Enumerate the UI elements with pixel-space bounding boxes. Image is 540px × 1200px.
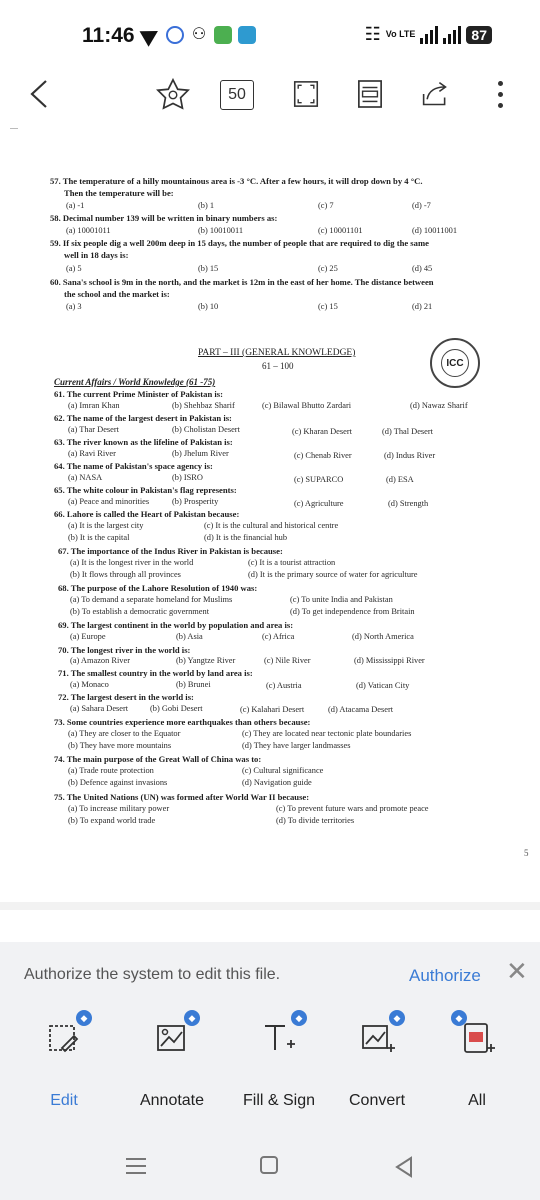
question-line: 61. The current Prime Minister of Pakistan is: [54, 389, 223, 399]
question-line: 73. Some countries experience more earthquakes than others because: [54, 717, 311, 727]
logo-text: ICC [441, 349, 469, 377]
premium-badge-icon: ◆ [451, 1010, 467, 1026]
recent-apps-icon[interactable] [126, 1158, 146, 1179]
option: (a) Monaco [70, 680, 109, 689]
tool-label: Annotate [139, 1092, 205, 1109]
option: (a) Imran Khan [68, 401, 120, 410]
option: (d) Thal Desert [382, 427, 434, 436]
option: (d) It is the primary source of water for agriculture [248, 570, 418, 579]
option: (b) It is the capital [68, 533, 130, 542]
option: (c) It is a tourist attraction [248, 558, 336, 567]
option: (b) Cholistan Desert [172, 425, 240, 434]
option: (a) Ravi River [68, 449, 116, 458]
option: (b) To establish a democratic government [70, 607, 210, 616]
option: (a) 5 [66, 264, 82, 273]
question-line: 68. The purpose of the Lahore Resolution of 1940 was: [58, 583, 258, 593]
tool-label: Fill & Sign [242, 1092, 316, 1109]
option: (b) Yangtze River [176, 656, 236, 665]
tool-label: Edit [50, 1092, 78, 1109]
premium-badge-icon: ◆ [291, 1010, 307, 1026]
option: (c) SUPARCO [294, 475, 344, 484]
option: (c) Bilawal Bhutto Zardari [262, 401, 352, 410]
option: (d) They have larger landmasses [242, 741, 351, 750]
wifi-icon: ☷ [364, 24, 381, 44]
tool-fill-sign[interactable] [229, 1004, 329, 1134]
option: (c) Cultural significance [242, 766, 324, 775]
option: (a) It is the longest river in the world [70, 558, 194, 567]
option: (d) North America [352, 632, 414, 641]
question-line: Then the temperature will be: [64, 188, 174, 198]
tool-all[interactable] [427, 1004, 527, 1134]
reader-toolbar [0, 72, 540, 120]
option: (c) 7 [318, 201, 334, 210]
app-green-icon [214, 26, 232, 44]
option: (b) To expand world trade [68, 816, 156, 825]
option: (d) To get independence from Britain [290, 607, 415, 616]
question-line: 74. The main purpose of the Great Wall of China was to: [54, 754, 262, 764]
question-line: 59. If six people dig a well 200m deep in 15 days, the number of people that are required to dig the same [50, 238, 429, 248]
option: (a) -1 [66, 201, 85, 210]
option: (d) -7 [412, 201, 431, 210]
question-line: 69. The largest continent in the world by population and area is: [58, 620, 294, 630]
option: (a) They are closer to the Equator [68, 729, 181, 738]
question-line: 57. The temperature of a hilly mountainous area is -3 °C. After a few hours, it will drop down by 4 °C. [50, 176, 423, 186]
question-line: 62. The name of the largest desert in Pakistan is: [54, 413, 232, 423]
tool-label: All [468, 1092, 486, 1109]
option: (b) It flows through all provinces [70, 570, 181, 579]
option: (a) 10001011 [66, 226, 111, 235]
app-teal-icon [238, 26, 256, 44]
share-icon[interactable] [418, 76, 452, 112]
option: (b) Prosperity [172, 497, 219, 506]
star-badge-icon[interactable] [155, 76, 191, 112]
option: (c) They are located near tectonic plate boundaries [242, 729, 412, 738]
section-title: Current Affairs / World Knowledge (61 -75) [54, 377, 216, 387]
home-icon[interactable] [260, 1156, 278, 1174]
document-page[interactable] [0, 124, 540, 904]
question-line: well in 18 days is: [64, 250, 129, 260]
notification-icons [142, 26, 256, 44]
institute-logo [430, 338, 480, 388]
page-separator [0, 902, 540, 910]
question-line: 75. The United Nations (UN) was formed after World War II because: [54, 792, 310, 802]
status-time: 11:46 [82, 24, 135, 47]
option: (a) To demand a separate homeland for Muslims [70, 595, 233, 604]
navigation-icon [140, 23, 163, 47]
option: (a) Trade route protection [68, 766, 154, 775]
option: (d) Atacama Desert [328, 705, 394, 714]
question-line: 65. The white colour in Pakistan's flag represents: [54, 485, 237, 495]
option: (c) 25 [318, 264, 338, 273]
option: (b) Asia [176, 632, 203, 641]
authorize-message: Authorize the system to edit this file. [24, 966, 281, 983]
option: (c) Africa [262, 632, 295, 641]
option: (b) Brunei [176, 680, 211, 689]
question-line: 66. Lahore is called the Heart of Pakistan because: [54, 509, 240, 519]
option: (a) It is the largest city [68, 521, 144, 530]
option: (a) Sahara Desert [70, 704, 129, 713]
minus-circle-icon [166, 26, 184, 44]
option: (a) To increase military power [68, 804, 170, 813]
question-line: 63. The river known as the lifeline of Pakistan is: [54, 437, 233, 447]
option: (c) Kharan Desert [292, 427, 352, 436]
tool-convert[interactable] [327, 1004, 427, 1134]
option: (b) Shehbaz Sharif [172, 401, 235, 410]
person-icon: ⚇ [191, 26, 207, 43]
option: (d) 45 [412, 264, 433, 273]
option: (a) 3 [66, 302, 82, 311]
question-line: 58. Decimal number 139 will be written in binary numbers as: [50, 213, 278, 223]
premium-badge-icon: ◆ [76, 1010, 92, 1026]
page-number: 5 [524, 848, 529, 858]
option: (a) Europe [70, 632, 106, 641]
option: (b) ISRO [172, 473, 203, 482]
option: (d) Navigation guide [242, 778, 312, 787]
signal-icon-2 [443, 26, 461, 44]
option: (c) Austria [266, 681, 302, 690]
option: (d) Mississippi River [354, 656, 425, 665]
option: (a) Amazon River [70, 656, 130, 665]
option: (d) Nawaz Sharif [410, 401, 468, 410]
option: (b) They have more mountains [68, 741, 172, 750]
option: (c) To prevent future wars and promote peace [276, 804, 429, 813]
option: (a) NASA [68, 473, 103, 482]
fit-screen-icon[interactable] [290, 76, 322, 112]
option: (c) Nile River [264, 656, 311, 665]
option: (b) 10010011 [198, 226, 244, 235]
option: (b) Jhelum River [172, 449, 229, 458]
question-line: 64. The name of Pakistan's space agency is: [54, 461, 213, 471]
tool-edit[interactable] [14, 1004, 114, 1134]
tool-annotate[interactable] [122, 1004, 222, 1134]
question-line: 60. Sana's school is 9m in the north, and the market is 12m in the east of her home. The distance between [50, 277, 434, 287]
option: (d) Vatican City [356, 681, 410, 690]
option: (c) 10001101 [318, 226, 363, 235]
back-nav-icon[interactable] [394, 1156, 414, 1178]
option: (a) Peace and minorities [68, 497, 150, 506]
tool-label: Convert [348, 1092, 406, 1109]
question-line: the school and the market is: [64, 289, 170, 299]
option: (c) It is the cultural and historical centre [204, 521, 339, 530]
premium-badge-icon: ◆ [389, 1010, 405, 1026]
part-title: PART – III (GENERAL KNOWLEDGE) [198, 348, 356, 358]
option: (d) To divide territories [276, 816, 355, 825]
option: (c) 15 [318, 302, 338, 311]
battery-icon: 87 [466, 26, 492, 44]
option: (b) 10 [198, 302, 219, 311]
option: (b) Gobi Desert [150, 704, 203, 713]
close-icon[interactable]: ✕ [506, 956, 528, 986]
status-bar [0, 0, 540, 72]
option: (b) 1 [198, 201, 215, 210]
system-nav-bar [0, 1134, 540, 1200]
authorize-button[interactable]: Authorize [409, 966, 481, 985]
option: (b) 15 [198, 264, 219, 273]
signal-icon [420, 26, 438, 44]
authorize-bar [0, 942, 540, 1004]
question-line: 71. The smallest country in the world by land area is: [58, 668, 253, 678]
option: (d) Strength [388, 499, 429, 508]
option: (d) ESA [386, 475, 414, 484]
option: (d) 10011001 [412, 226, 458, 235]
option: (c) To unite India and Pakistan [290, 595, 393, 604]
option: (d) It is the financial hub [204, 533, 288, 542]
question-line: 70. The longest river in the world is: [58, 645, 191, 655]
part-range: 61 – 100 [262, 361, 294, 371]
back-icon[interactable] [24, 76, 54, 112]
tools-bar [0, 1004, 540, 1134]
option: (c) Chenab River [294, 451, 352, 460]
question-line: 67. The importance of the Indus River in Pakistan is because: [58, 546, 283, 556]
question-line: 72. The largest desert in the world is: [58, 692, 194, 702]
page-edge-mark [10, 128, 18, 129]
document-view-icon[interactable] [355, 76, 385, 112]
premium-badge-icon: ◆ [184, 1010, 200, 1026]
more-options-icon[interactable] [486, 76, 514, 112]
page-count-button[interactable]: 50 [220, 80, 254, 110]
option: (d) 21 [412, 302, 433, 311]
option: (b) Defence against invasions [68, 778, 168, 787]
option: (a) Thar Desert [68, 425, 119, 434]
option: (c) Kalahari Desert [240, 705, 305, 714]
option: (d) Indus River [384, 451, 436, 460]
volte-label: Vo LTE [385, 29, 416, 39]
option: (c) Agriculture [294, 499, 344, 508]
status-right [365, 24, 492, 45]
